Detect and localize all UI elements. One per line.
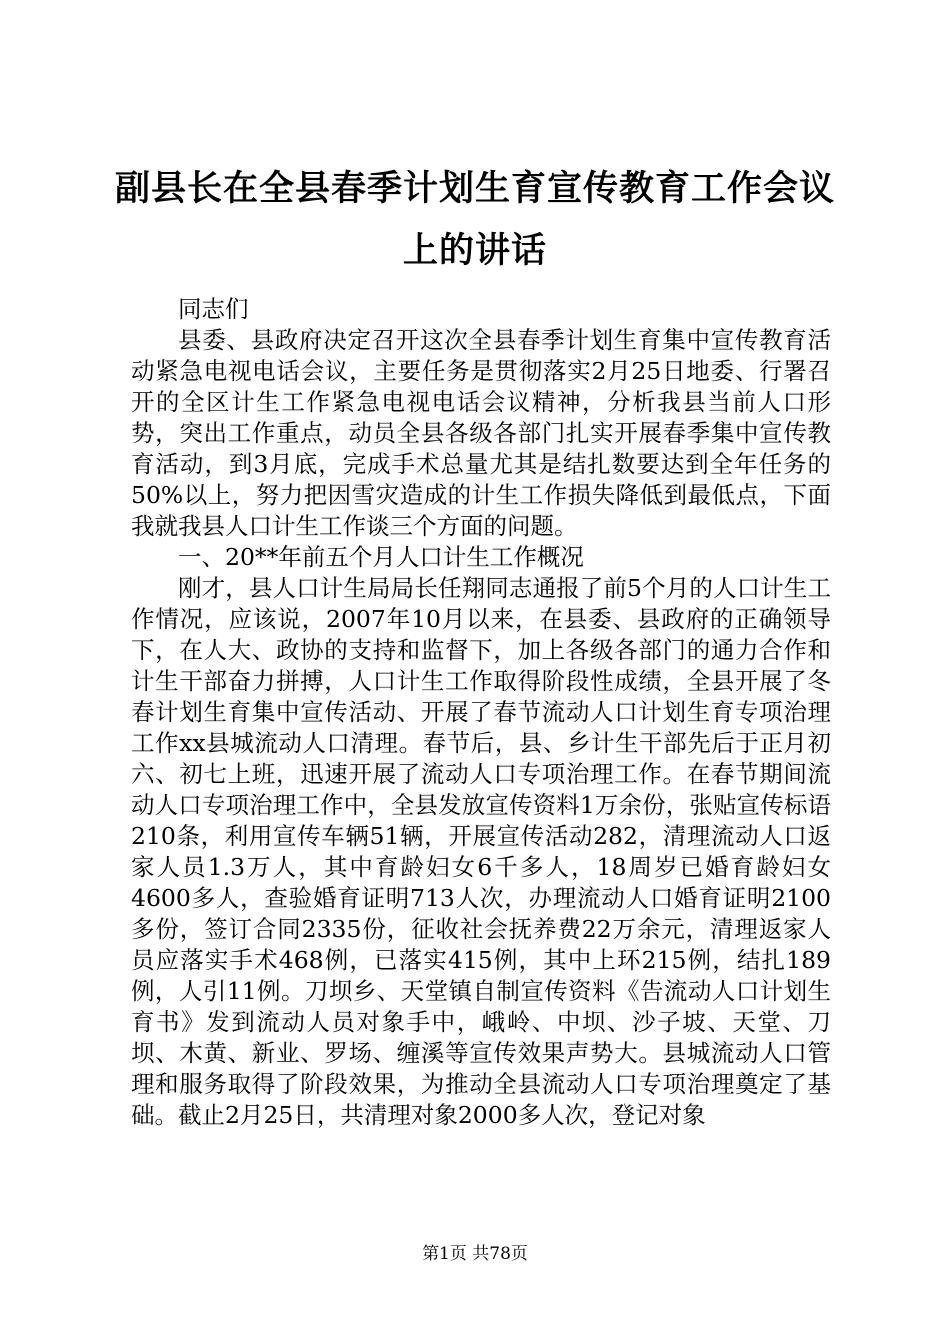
section-heading: 一、20**年前五个月人口计生工作概况 (178, 543, 584, 571)
document-body (131, 294, 831, 1131)
intro-paragraph: 县委、县政府决定召开这次全县春季计划生育集中宣传教育活动紧急电视电话会议，主要任务是贯彻落实2月25日地委、行署召开的全区计生工作紧急电视电话会议精神，分析我县当前人口形势，突出工作重点，动员全县各级各部门扎实开展春季集中宣传教育活动，到3月底，完成手术总量尤其是结扎数要达到全年任务的50%以上，努力把因雪灾造成的计生工作损失降低到最低点，下面我就我县人口计生工作谈三个方面的问题。 (131, 326, 831, 540)
page-footer: 第1页 共78页 (422, 1244, 528, 1264)
body-paragraph: 刚才，县人口计生局局长任翔同志通报了前5个月的人口计生工作情况，应该说，2007年10月以来，在县委、县政府的正确领导下，在人大、政协的支持和监督下，加上各级各部门的通力合作和计生干部奋力拼搏，人口计生工作取得阶段性成绩，全县开展了冬春计划生育集中宣传活动、开展了春节流动人口计划生育专项治理工作xx县城流动人口清理。春节后，县、乡计生干部先后于正月初六、初七上班，迅速开展了流动人口专项治理工作。在春节期间流动人口专项治理工作中，全县发放宣传资料1万余份，张贴宣传标语210条，利用宣传车辆51辆，开展宣传活动282，清理流动人口返家人员1.3万人，其中育龄妇女6千多人，18周岁已婚育龄妇女4600多人，查验婚育证明713人次，办理流动人口婚育证明2100多份，签订合同2335份，征收社会抚养费22万余元，清理返家人员应落实手术468例，已落实415例，其中上环215例，结扎189例，人引11例。刀坝乡、天堂镇自制宣传资料《告流动人口计划生育书》发到流动人员对象手中，峨岭、中坝、沙子坡、天堂、刀坝、木黄、新业、罗场、缠溪等宣传效果声势大。县城流动人口管理和服务取得了阶段效果，为推动全县流动人口专项治理奠定了基础。截止2月25日，共清理对象2000多人次，登记对象 (131, 574, 831, 1129)
document-title: 副县长在全县春季计划生育宣传教育工作会议上的讲话 (114, 168, 835, 271)
salutation-paragraph: 同志们 (178, 295, 249, 323)
